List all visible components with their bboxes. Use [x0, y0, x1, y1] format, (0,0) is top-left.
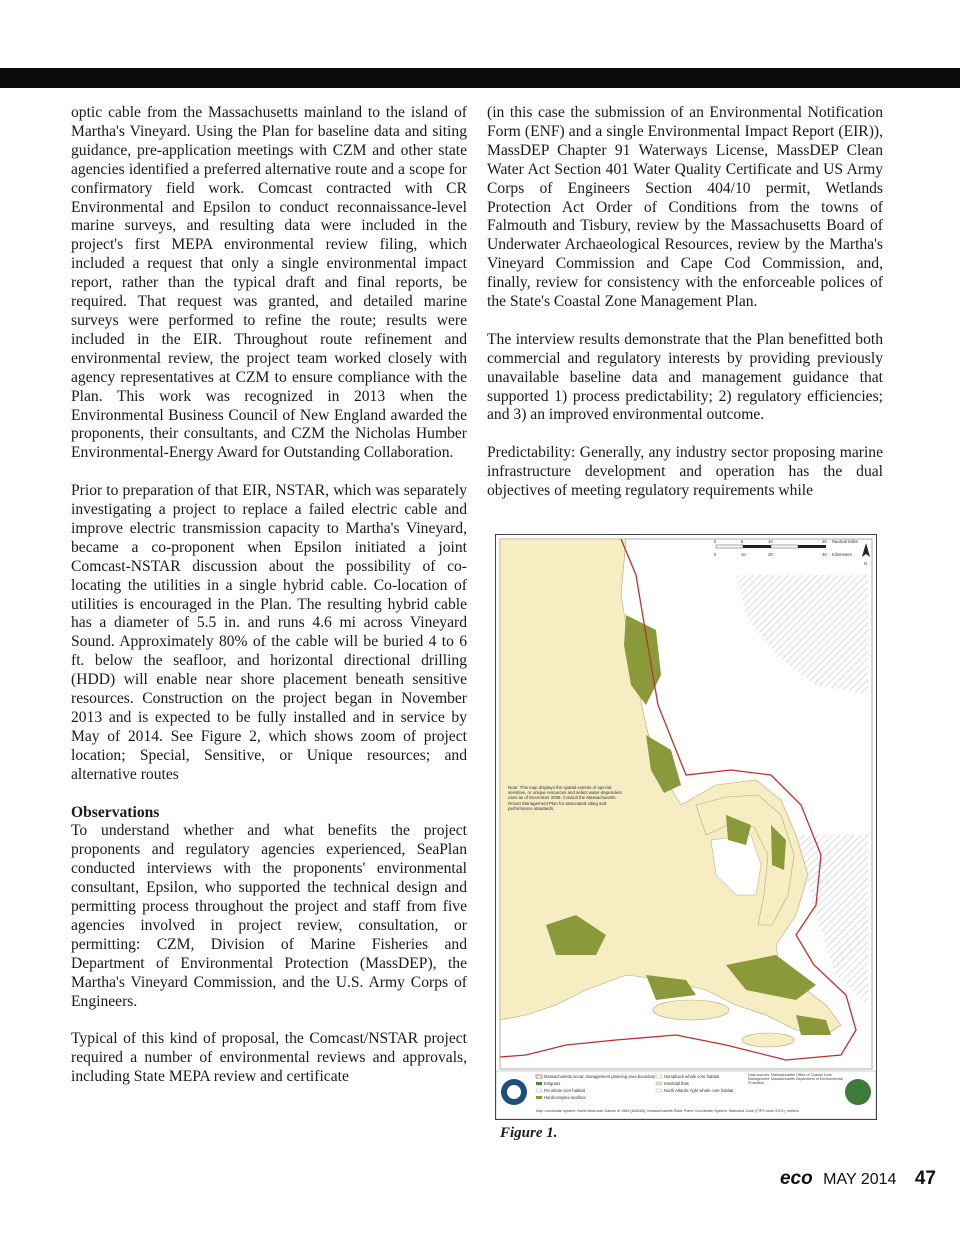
map-note: Note: This map displays the spatial extents of special, sensitive, or unique resources and select water-dependent uses as of December 2009. Consult the Massachusetts Ocean Management Plan for associated siting and performance standards.: [508, 785, 622, 811]
map-svg: [496, 535, 876, 1119]
map-coordinate-system: Map coordinate system: North American Datum of 1983 (NAD83), Massachusetts State Plane Coordinate System, Mainland Zone (FIPS zone 2001), meters.: [536, 1109, 800, 1113]
left-column: [71, 104, 467, 1106]
left-paragraph-2: Prior to preparation of that EIR, NSTAR, which was separately investigating a project to replace a failed electric cable and improve electric transmission capacity to Martha's Vineyard, became a co-proponent when Epsilon initiated a joint Comcast-NSTAR discussion about the possibility of co-locating the utilities in a single hybrid cable. Co-location of utilities is encouraged in the Plan. The resulting hybrid cable has a diameter of 5.5 in. and runs 4.6 mi across Vineyard Sound. Approximately 80% of the cable will be buried 4 to 6 ft. below the seafloor, and horizontal directional drilling (HDD) will enable near shore placement beneath sensitive resources. Construction on the project began in November 2013 and is expected to be fully installed and in service by May of 2014. See Figure 2, which shows zoom of project location; Special, Sensitive, or Unique resources; and alternative routes: [71, 482, 467, 783]
scale-nm-20: 20: [822, 539, 827, 544]
right-paragraph-2: The interview results demonstrate that the Plan benefitted both commercial and regulatory interests by providing previously unavailable baseline data and management guidance that supported 1) process predictability; 2) regulatory efficiencies; and 3) an improved environmental outcome.: [487, 330, 883, 424]
legend-fin-whale: Fin whale core habitat: [544, 1088, 585, 1093]
left-paragraph-4: Typical of this kind of proposal, the Comcast/NSTAR project required a number of environmental reviews and approvals, including State MEPA review and certificate: [71, 1030, 467, 1086]
scale-km-20: 20: [768, 552, 773, 557]
left-paragraph-1: optic cable from the Massachusetts mainland to the island of Martha's Vineyard. Using the Plan for baseline data and siting guidance, pre-application meetings with CZM and other state agencies identified a preferred alternative route and a scope for confirmatory field work. Comcast contracted with CR Environmental and Epsilon to conduct reconnaissance-level marine surveys, and resulting data were included in the project's first MEPA environmental review filing, which included a request that only a single environmental impact report, rather than the typical draft and final reports, be required. That request was granted, and detailed marine surveys were performed to refine the route; results were included in the EIR. Throughout route refinement and environmental review, the project team worked closely with agency representatives at CZM to ensure compliance with the Plan. This work was recognized in 2013 when the Environmental Business Council of New England awarded the proponents, their consultants, and CZM the Nicholas Humber Environmental-Energy Award for Outstanding Collaboration.: [71, 104, 467, 462]
left-paragraph-3: To understand whether and what benefits the project proponents and regulatory agencies experienced, SeaPlan conducted interviews with the proponents' environmental consultant, Epsilon, who supported the technical design and permitting process throughout the project and staff from five agencies involved in project review, consultation, or permitting: CZM, Division of Marine Fisheries and Department of Environmental Protection (MassDEP), the Martha's Vineyard Commission, and the U.S. Army Corps of Engineers.: [71, 822, 467, 1010]
north-label: N: [864, 561, 868, 566]
scale-nm-0: 0: [714, 539, 717, 544]
observations-section: [71, 804, 467, 1012]
page-footer: [780, 1168, 936, 1190]
legend-eelgrass: Eelgrass: [544, 1081, 561, 1086]
scale-nm-label: Nautical Miles: [832, 539, 859, 544]
legend-hard-seafloor: Hard/complex seafloor: [544, 1095, 586, 1100]
legend-boundary: Massachusetts ocean management planning area boundary: [544, 1074, 656, 1079]
state-seal-icon: [845, 1079, 871, 1105]
figure-map: [495, 534, 877, 1120]
footer-brand: eco: [779, 1168, 813, 1189]
footer-issue: MAY 2014: [823, 1171, 897, 1188]
marthas-vineyard: [653, 1000, 729, 1020]
scale-km-40: 40: [822, 552, 827, 557]
right-column: [487, 104, 883, 520]
legend-right-whale: North Atlantic right whale core habitat: [664, 1088, 734, 1093]
page-number: 47: [914, 1168, 936, 1189]
scale-km-label: Kilometers: [832, 552, 852, 557]
legend-humpback: Humpback whale core habitat: [664, 1074, 720, 1079]
scale-km-10: 10: [741, 552, 746, 557]
figure-caption: Figure 1.: [500, 1125, 558, 1141]
right-paragraph-1: (in this case the submission of an Environmental Notification Form (ENF) and a single Environmental Impact Report (EIR)), MassDEP Chapter 91 Waterways License, MassDEP Clean Water Act Section 401 Water Quality Certificate and US Army Corps of Engineers Section 404/10 permit, Wetlands Protection Act Order of Conditions from the towns of Falmouth and Tisbury, review by the Massachusetts Board of Underwater Archaeological Resources, review by the Martha's Vineyard Commission and Cape Cod Commission, and, finally, review for consistency with the enforceable polices of the State's Coastal Zone Management Plan.: [487, 104, 883, 311]
nantucket: [742, 1033, 794, 1047]
legend-intertidal: Intertidal flats: [664, 1081, 689, 1086]
top-black-bar: [0, 68, 960, 88]
scale-nm-5: 5: [741, 539, 744, 544]
observations-heading: Observations: [71, 803, 160, 821]
map-credits: Data sources: Massachusetts Office of Coastal Zone Management; Massachusetts Department of Environmental Protection: [748, 1073, 843, 1086]
scale-nm-10: 10: [768, 539, 773, 544]
scale-km-0: 0: [714, 552, 717, 557]
right-paragraph-3: Predictability: Generally, any industry sector proposing marine infrastructure development and operation has the dual objectives of meeting regulatory requirements while: [487, 444, 883, 500]
